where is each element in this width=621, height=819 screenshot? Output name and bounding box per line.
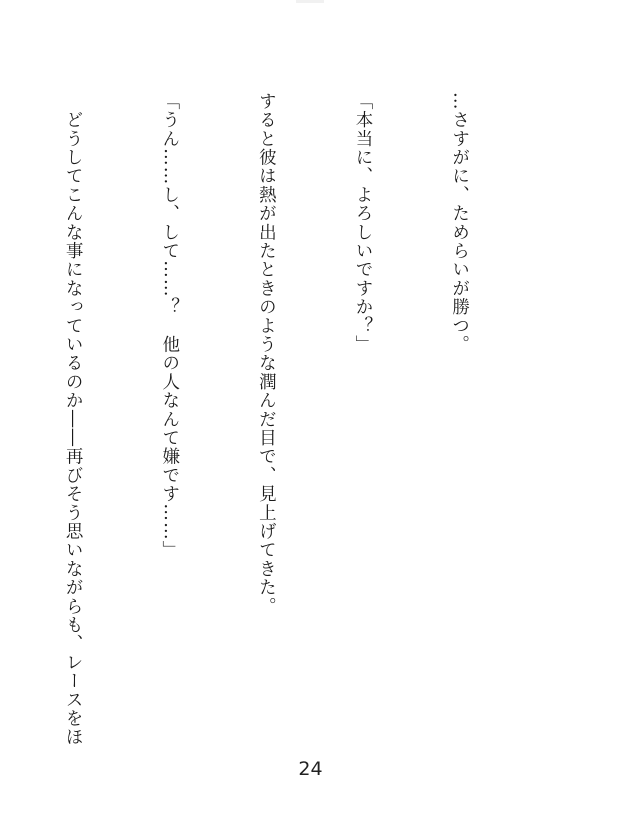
page-number: 24: [298, 758, 323, 780]
text-line: すると彼は熱が出たときのような潤んだ目で、見上げてきた。: [256, 92, 277, 616]
text-line: どうしてこんな事になっているのか――再びそう思いながらも、レースをほ: [63, 92, 84, 747]
top-mark: [296, 0, 324, 3]
vertical-text-block: [63, 92, 540, 747]
text-line: 「本当に、よろしいですか？」: [352, 92, 373, 354]
text-line: 「うん……し、して……？ 他の人なんて嫌です……」: [159, 92, 180, 560]
text-line: …さすがに、ためらいが勝つ。: [449, 92, 470, 354]
